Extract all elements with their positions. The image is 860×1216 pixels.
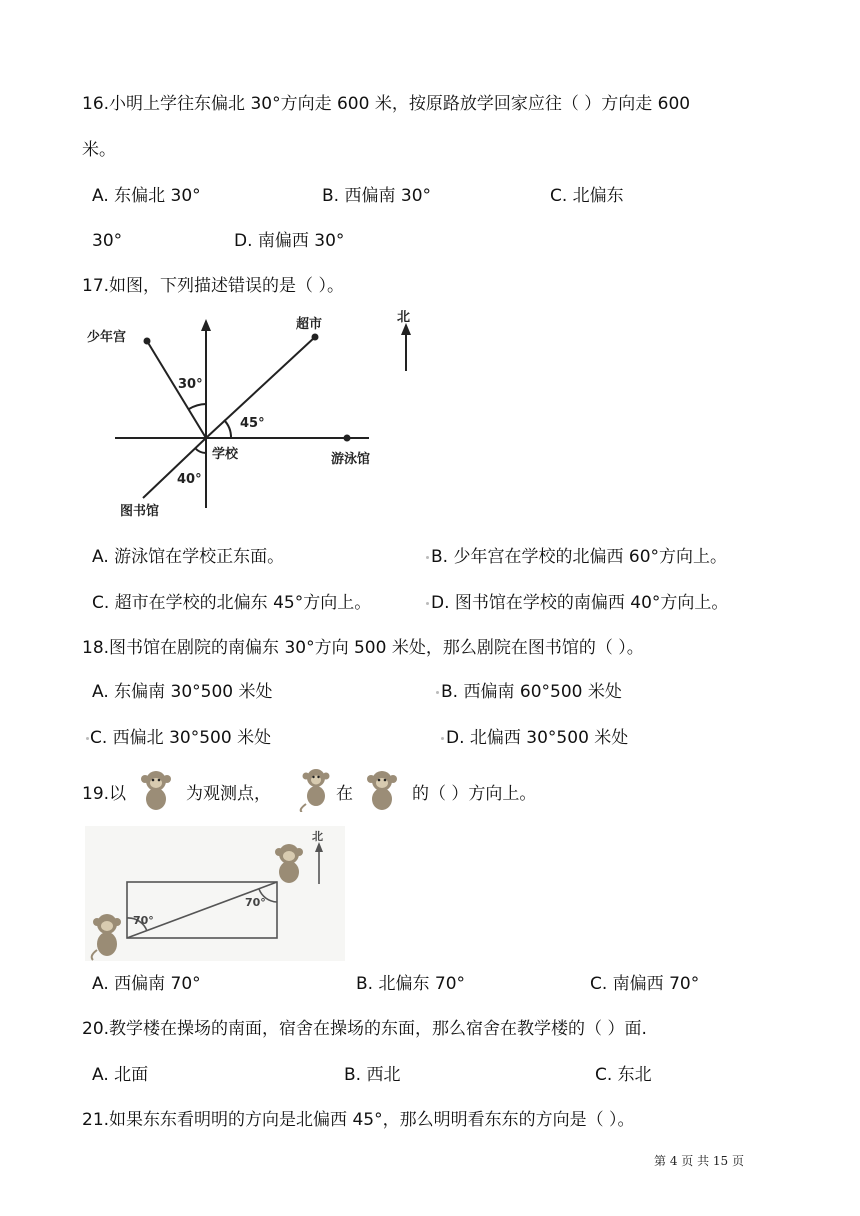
q18-stem: 18.图书馆在剧院的南偏东 30°方向 500 米处，那么剧院在图书馆的（ ）。	[82, 638, 644, 658]
angle-arc-40	[195, 448, 206, 453]
q17-option-a: A. 游泳馆在学校正东面。	[92, 547, 285, 567]
q18-option-b: B. 西偏南 60°500 米处	[441, 682, 622, 702]
q17-stem: 17.如图，下列描述错误的是（ ）。	[82, 276, 344, 296]
monkey-icon	[296, 766, 336, 812]
north-label: 北	[312, 830, 323, 843]
monkey-direction-diagram	[85, 826, 345, 961]
page-footer: 第 4 页 共 15 页	[654, 1154, 744, 1168]
north-axis-arrowhead	[201, 319, 211, 331]
direction-diagram	[85, 305, 425, 530]
marker-dot	[426, 556, 429, 559]
monkey-icon	[136, 768, 176, 812]
q19-stem-part2: 为观测点，	[186, 784, 271, 804]
school-label: 学校	[212, 447, 239, 462]
angle-arc-30	[189, 404, 206, 409]
q19-stem-part4: 的（ ）方向上。	[412, 784, 537, 804]
angle-40-label: 40°	[177, 472, 202, 487]
angle-30-label: 30°	[178, 377, 203, 392]
marker-dot	[436, 691, 439, 694]
supermarket-label: 超市	[296, 317, 323, 332]
angle-45-label: 45°	[240, 416, 265, 431]
q16-stem: 16.小明上学往东偏北 30°方向走 600 米，按原路放学回家应往（ ）方向走 600	[82, 94, 691, 114]
q18-option-c: C. 西偏北 30°500 米处	[90, 728, 272, 748]
q19-option-a: A. 西偏南 70°	[92, 974, 201, 994]
q16-stem-cont: 米。	[82, 140, 116, 160]
line-to-library	[143, 438, 206, 498]
q19-stem-part3: 在	[336, 784, 353, 804]
q20-option-b: B. 西北	[344, 1065, 401, 1085]
q20-stem: 20.教学楼在操场的南面，宿舍在操场的东面，那么宿舍在教学楼的（ ）面.	[82, 1019, 647, 1039]
monkey-icon	[362, 768, 402, 812]
q16-option-d: D. 南偏西 30°	[234, 231, 345, 251]
angle-right-label: 70°	[245, 896, 266, 909]
q16-option-c-cont: 30°	[92, 231, 123, 251]
north-label: 北	[397, 310, 411, 325]
supermarket-point	[312, 334, 319, 341]
q18-option-a: A. 东偏南 30°500 米处	[92, 682, 273, 702]
youth-palace-label: 少年宫	[87, 330, 127, 345]
q20-option-a: A. 北面	[92, 1065, 149, 1085]
q16-option-c: C. 北偏东	[550, 186, 624, 206]
angle-arc-45	[224, 420, 231, 438]
q19-option-b: B. 北偏东 70°	[356, 974, 466, 994]
marker-dot	[426, 602, 429, 605]
q17-option-d: D. 图书馆在学校的南偏西 40°方向上。	[431, 593, 729, 613]
marker-dot	[86, 737, 89, 740]
q20-option-c: C. 东北	[595, 1065, 652, 1085]
q21-stem: 21.如果东东看明明的方向是北偏西 45°，那么明明看东东的方向是（ ）。	[82, 1110, 635, 1130]
q17-option-c: C. 超市在学校的北偏东 45°方向上。	[92, 593, 372, 613]
q17-option-b: B. 少年宫在学校的北偏西 60°方向上。	[431, 547, 728, 567]
q19-stem-part1: 19.以	[82, 784, 127, 804]
pool-label: 游泳馆	[331, 452, 371, 467]
q16-option-a: A. 东偏北 30°	[92, 186, 201, 206]
q16-option-b: B. 西偏南 30°	[322, 186, 432, 206]
q18-option-d: D. 北偏西 30°500 米处	[446, 728, 629, 748]
angle-left-label: 70°	[133, 914, 154, 927]
pool-point	[344, 435, 351, 442]
marker-dot	[441, 737, 444, 740]
library-label: 图书馆	[120, 504, 160, 519]
youth-palace-point	[144, 338, 151, 345]
q19-option-c: C. 南偏西 70°	[590, 974, 700, 994]
